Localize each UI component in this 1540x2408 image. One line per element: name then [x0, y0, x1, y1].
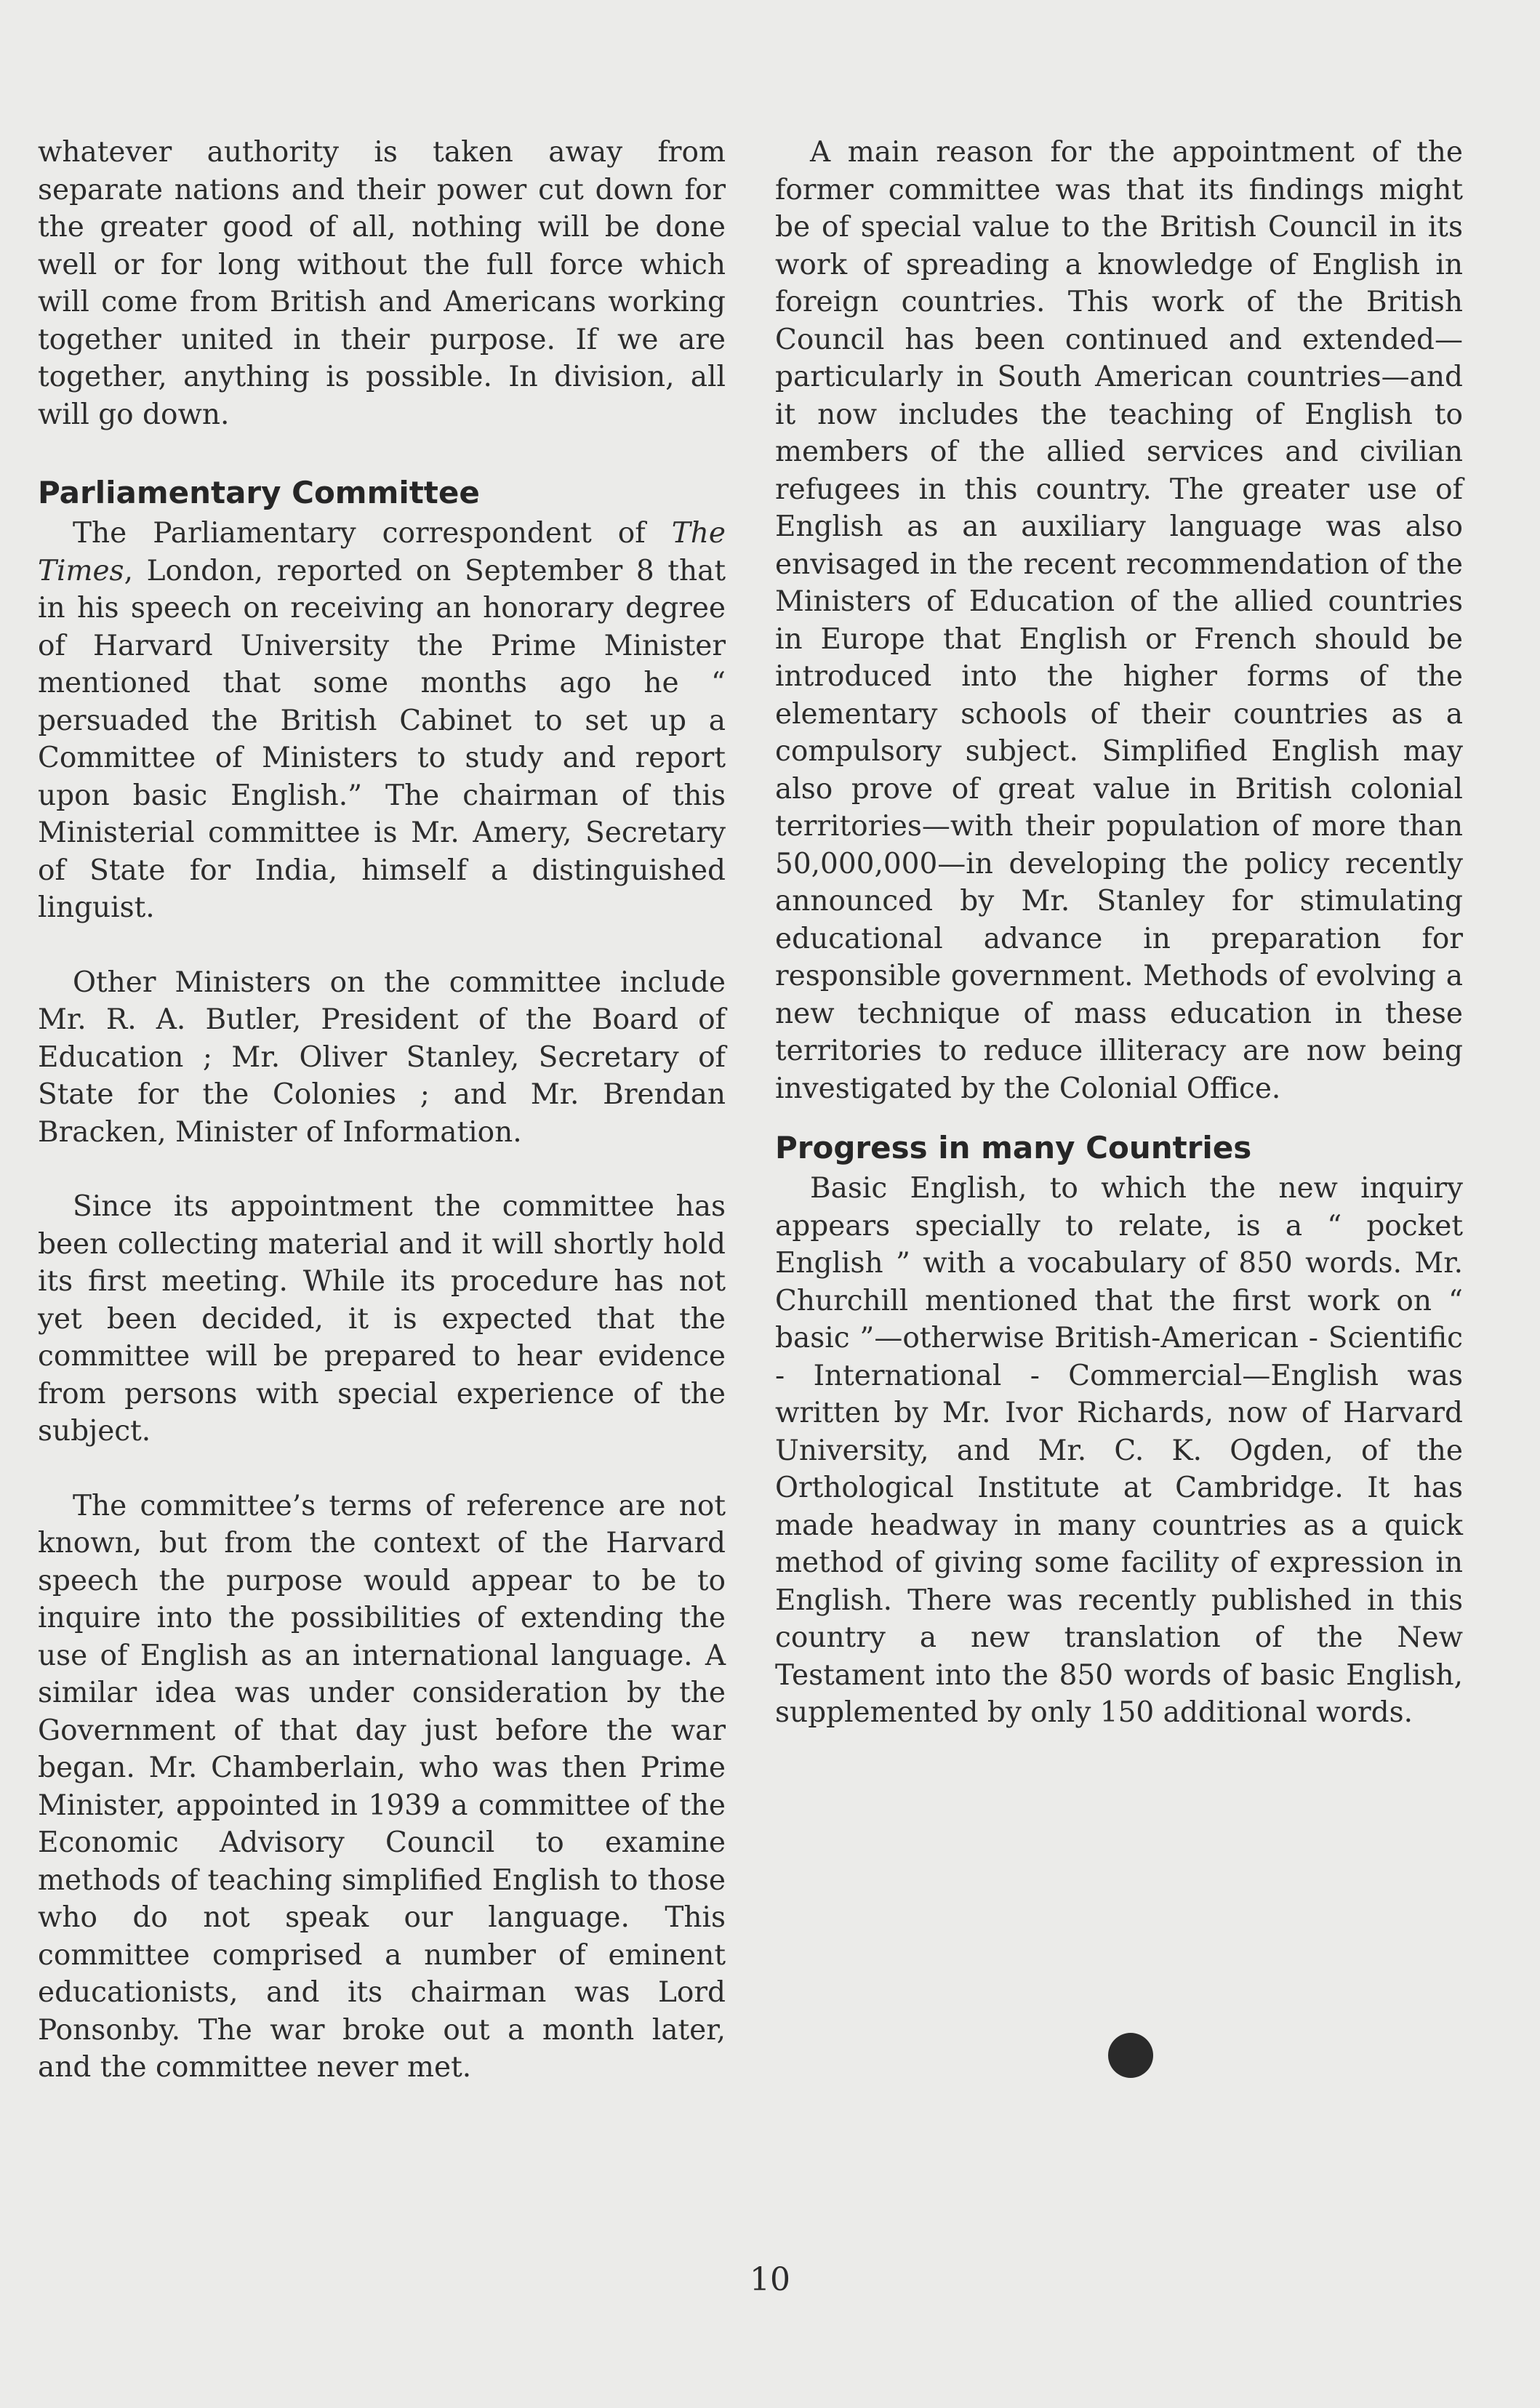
heading-progress-many-countries: Progress in many Countries — [775, 1130, 1252, 1165]
page-number: 10 — [750, 2261, 790, 2298]
heading-parliamentary-committee: Parliamentary Committee — [38, 475, 480, 510]
left-paragraph-2 — [38, 515, 726, 927]
right-column — [775, 134, 1463, 1732]
right-paragraph-1: A main reason for the appointment of the former committee was that its findings might be of special value to the British Council in its work of spreading a knowledge of English in foreign countries. This work of the British Council has been continued and extended—particularly in South American countries—and it now includes the teaching of English to members of the allied services and civilian refugees in this country. The greater use of English as an auxiliary language was also envisaged in the recent recommendation of the Ministers of Education of the allied countries in Europe that English or French should be introduced into the higher forms of the elementary schools of their countries as a compulsory subject. Simplified English may also prove of great value in British colonial territories—with their population of more than 50,000,000—in developing the policy recently announced by Mr. Stanley for stimulating educational advance in preparation for responsible government. Methods of evolving a new technique of mass education in these territories to reduce illiteracy are now being investigated by the Colonial Office. — [775, 136, 1463, 1105]
left-paragraph-5: The committee’s terms of reference are not known, but from the context of the Harvard speech the purpose would appear to be to inquire into the possibilities of extending the use of English as an international language. A similar idea was under consideration by the Government of that day just before the war began. Mr. Chamberlain, who was then Prime Minister, appointed in 1939 a committee of the Economic Advisory Council to examine methods of teaching simplified English to those who do not speak our language. This committee comprised a number of eminent educationists, and its chairman was Lord Ponsonby. The war broke out a month later, and the committee never met. — [38, 1489, 726, 2084]
left-column — [38, 134, 726, 2087]
right-paragraph-2: Basic English, to which the new inquiry appears specially to relate, is a “ pocket English ” with a vocabulary of 850 words. Mr. Churchill mentioned that the first work on “ basic ”—otherwise British-American - Scientific - International - Commercial—English was written by Mr. Ivor Richards, now of Harvard University, and Mr. C. K. Ogden, of the Orthological Institute at Cambridge. It has made headway in many countries as a quick method of giving some facility of expression in English. There was recently published in this country a new translation of the New Testament into the 850 words of basic English, supplemented by only 150 additional words. — [775, 1172, 1463, 1729]
newspaper-title: The Times — [38, 517, 726, 587]
left-paragraph-2-intro: The Parliamentary correspondent of — [73, 517, 672, 550]
left-paragraph-1: whatever authority is taken away from separate nations and their power cut down for the greater good of all, nothing will be done well or for long without the full force which will come from British and Americans working together united in their purpose. If we are together, anything is possible. In division, all will go down. — [38, 136, 726, 431]
left-paragraph-3: Other Ministers on the committee include Mr. R. A. Butler, President of the Board of Education ; Mr. Oliver Stanley, Secretary of State for the Colonies ; and Mr. Brendan Bracken, Minister of Information. — [38, 966, 726, 1149]
ink-spot — [1108, 2033, 1153, 2078]
left-paragraph-2-rest: , London, reported on September 8 that in his speech on receiving an honorary degree of Harvard University the Prime Minister mentioned that some months ago he “ persuaded the British Cabinet to set up a Committee of Ministers to study and report upon basic English.” The chairman of this Ministerial committee is Mr. Amery, Secretary of State for India, himself a distinguished linguist. — [38, 554, 726, 924]
left-paragraph-4: Since its appointment the committee has been collecting material and it will shortly hold its first meeting. While its procedure has not yet been decided, it is expected that the committee will be prepared to hear evidence from persons with special experience of the subject. — [38, 1190, 726, 1448]
